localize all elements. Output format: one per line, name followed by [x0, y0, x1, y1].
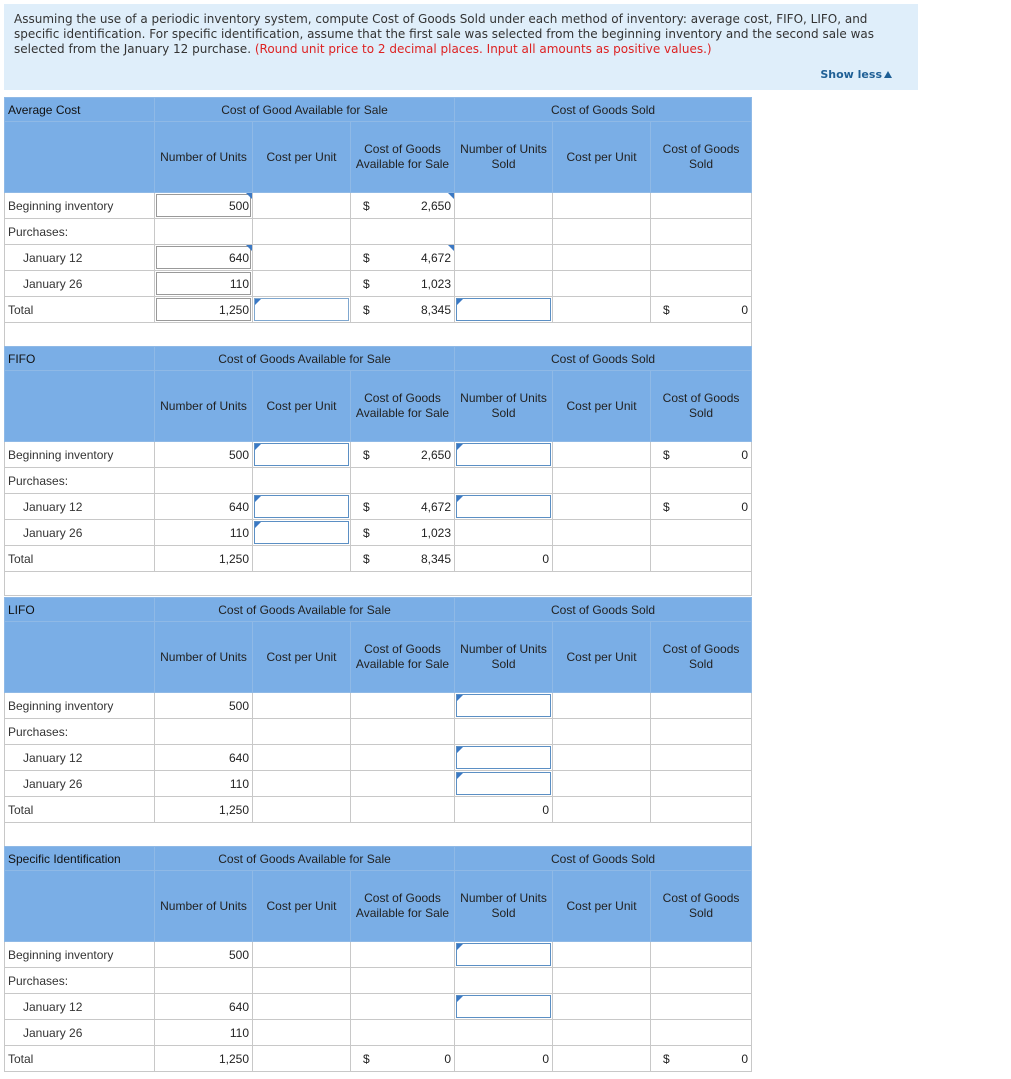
table-row — [5, 494, 752, 520]
empty-cell — [651, 719, 752, 745]
row-label: Beginning inventory — [5, 193, 155, 219]
empty-cell — [553, 297, 651, 323]
table-row — [5, 468, 752, 494]
row-label: January 12 — [5, 245, 155, 271]
empty-cell — [651, 468, 752, 494]
units-cell: 1,250 — [155, 546, 253, 572]
units-value: 110 — [229, 276, 249, 291]
row-label: January 26 — [5, 520, 155, 546]
empty-cell — [253, 719, 351, 745]
empty-cell — [455, 193, 553, 219]
header-blank — [5, 122, 155, 193]
empty-cell — [553, 193, 651, 219]
units-sold-input[interactable] — [455, 771, 553, 797]
col-num-units: Number of Units — [155, 622, 253, 693]
col-cost-per-unit-sold: Cost per Unit — [553, 871, 651, 942]
row-label: Total — [5, 297, 155, 323]
empty-cell — [553, 1046, 651, 1072]
cogas-cell — [351, 245, 455, 271]
col-cogs: Cost of Goods Sold — [651, 122, 752, 193]
dollar-sign: $ — [363, 1052, 370, 1066]
col-num-units: Number of Units — [155, 122, 253, 193]
empty-cell — [455, 468, 553, 494]
empty-cell — [651, 693, 752, 719]
cogas-value: 1,023 — [420, 276, 452, 291]
empty-cell — [553, 693, 651, 719]
cogs-value: 0 — [741, 1051, 749, 1066]
cogs-value: 0 — [741, 499, 749, 514]
empty-cell — [155, 719, 253, 745]
units-cell — [155, 271, 253, 297]
table-row — [5, 771, 752, 797]
row-label: Beginning inventory — [5, 442, 155, 468]
fifo-section — [4, 346, 751, 596]
empty-cell — [553, 271, 651, 297]
cogas-value: 0 — [444, 1051, 452, 1066]
empty-cell — [253, 546, 351, 572]
col-units-sold: Number of Units Sold — [455, 871, 553, 942]
available-group-header: Cost of Good Available for Sale — [155, 98, 455, 122]
units-sold-input[interactable] — [455, 994, 553, 1020]
instructions-panel — [4, 4, 918, 90]
empty-cell — [553, 771, 651, 797]
cogas-value: 8,345 — [420, 551, 452, 566]
empty-cell — [651, 193, 752, 219]
row-label: Total — [5, 797, 155, 823]
dollar-sign: $ — [663, 500, 670, 514]
units-value: 640 — [228, 250, 249, 265]
col-units-sold: Number of Units Sold — [455, 622, 553, 693]
cogas-value: 8,345 — [420, 302, 452, 317]
empty-cell — [253, 994, 351, 1020]
empty-cell — [351, 468, 455, 494]
col-cogs: Cost of Goods Sold — [651, 371, 752, 442]
empty-cell — [651, 994, 752, 1020]
empty-cell — [351, 797, 455, 823]
empty-cell — [253, 968, 351, 994]
dollar-sign: $ — [363, 199, 370, 213]
col-cost-per-unit: Cost per Unit — [253, 122, 351, 193]
units-cell: 500 — [155, 442, 253, 468]
empty-cell — [651, 942, 752, 968]
col-cogas: Cost of Goods Available for Sale — [351, 371, 455, 442]
show-less-link[interactable] — [820, 67, 892, 82]
empty-cell — [455, 245, 553, 271]
row-label: Purchases: — [5, 968, 155, 994]
empty-cell — [553, 942, 651, 968]
row-label: January 26 — [5, 271, 155, 297]
dollar-sign: $ — [663, 303, 670, 317]
units-cell: 1,250 — [155, 1046, 253, 1072]
empty-cell — [253, 1046, 351, 1072]
section-title: Specific Identification — [5, 847, 155, 871]
cogas-value: 4,672 — [420, 250, 452, 265]
empty-cell — [351, 745, 455, 771]
dollar-sign: $ — [363, 277, 370, 291]
units-cell — [155, 193, 253, 219]
header-blank — [5, 871, 155, 942]
row-label: January 12 — [5, 494, 155, 520]
header-blank — [5, 622, 155, 693]
empty-cell — [651, 771, 752, 797]
cogas-cell — [351, 442, 455, 468]
col-num-units: Number of Units — [155, 371, 253, 442]
empty-cell — [553, 219, 651, 245]
units-sold-input[interactable] — [455, 494, 553, 520]
table-row — [5, 193, 752, 219]
table-row — [5, 520, 752, 546]
row-label: January 12 — [5, 994, 155, 1020]
cogs-cell — [651, 494, 752, 520]
empty-cell — [351, 942, 455, 968]
table-row — [5, 271, 752, 297]
sold-group-header: Cost of Goods Sold — [455, 98, 752, 122]
units-cell — [155, 297, 253, 323]
triangle-up-icon — [884, 71, 892, 78]
table-row — [5, 994, 752, 1020]
cogas-value: 2,650 — [420, 198, 452, 213]
units-cell: 640 — [155, 745, 253, 771]
table-row — [5, 297, 752, 323]
col-cost-per-unit-sold: Cost per Unit — [553, 622, 651, 693]
row-label: January 26 — [5, 1020, 155, 1046]
empty-cell — [253, 219, 351, 245]
empty-cell — [455, 520, 553, 546]
units-cell: 110 — [155, 520, 253, 546]
cogs-value: 0 — [741, 447, 749, 462]
dollar-sign: $ — [663, 1052, 670, 1066]
empty-cell — [351, 1020, 455, 1046]
empty-cell — [553, 442, 651, 468]
section-title: LIFO — [5, 598, 155, 622]
empty-cell — [253, 271, 351, 297]
table-row — [5, 546, 752, 572]
empty-cell — [553, 546, 651, 572]
available-group-header: Cost of Goods Available for Sale — [155, 347, 455, 371]
units-cell: 500 — [155, 693, 253, 719]
empty-cell — [553, 968, 651, 994]
cogas-value: 2,650 — [420, 447, 452, 462]
empty-cell — [455, 1020, 553, 1046]
col-cost-per-unit: Cost per Unit — [253, 622, 351, 693]
col-cogas: Cost of Goods Available for Sale — [351, 871, 455, 942]
units-sold-input[interactable] — [455, 745, 553, 771]
sold-group-header: Cost of Goods Sold — [455, 347, 752, 371]
col-cogas: Cost of Goods Available for Sale — [351, 622, 455, 693]
lifo-section — [4, 597, 751, 847]
col-num-units: Number of Units — [155, 871, 253, 942]
cogas-cell — [351, 546, 455, 572]
empty-cell — [455, 719, 553, 745]
empty-cell — [253, 745, 351, 771]
units-value: 500 — [228, 198, 249, 213]
empty-cell — [553, 994, 651, 1020]
units-cell: 1,250 — [155, 797, 253, 823]
empty-cell — [553, 494, 651, 520]
empty-cell — [155, 468, 253, 494]
empty-cell — [553, 245, 651, 271]
row-label: Purchases: — [5, 468, 155, 494]
show-less-label: Show less — [820, 68, 882, 81]
cogs-cell — [651, 442, 752, 468]
table-row — [5, 797, 752, 823]
cogas-cell — [351, 193, 455, 219]
empty-cell — [253, 771, 351, 797]
cost-per-unit-input[interactable] — [253, 297, 351, 323]
empty-cell — [651, 520, 752, 546]
table-row — [5, 1020, 752, 1046]
empty-cell — [351, 968, 455, 994]
instructions-text: Assuming the use of a periodic inventory system, compute Cost of Goods Sold under each method of inventory: average cost, FIFO, LIFO, and specific identification. For specific identification, assume that the first sale was selected from the beginning inventory and the second sale was selected from the January 12 purchase. — [14, 12, 874, 56]
table-row — [5, 442, 752, 468]
table-row — [5, 719, 752, 745]
cogas-cell — [351, 520, 455, 546]
section-title: Average Cost — [5, 98, 155, 122]
units-sold-total: 0 — [455, 1046, 553, 1072]
row-label: Total — [5, 546, 155, 572]
units-sold-total: 0 — [455, 797, 553, 823]
empty-cell — [253, 797, 351, 823]
row-label: Purchases: — [5, 219, 155, 245]
col-cost-per-unit-sold: Cost per Unit — [553, 371, 651, 442]
units-cell: 640 — [155, 494, 253, 520]
cogas-value: 4,672 — [420, 499, 452, 514]
empty-cell — [455, 219, 553, 245]
sold-group-header: Cost of Goods Sold — [455, 598, 752, 622]
row-label: January 12 — [5, 745, 155, 771]
cost-per-unit-input[interactable] — [253, 442, 351, 468]
col-cost-per-unit-sold: Cost per Unit — [553, 122, 651, 193]
table-row — [5, 745, 752, 771]
units-cell: 640 — [155, 994, 253, 1020]
units-sold-input[interactable] — [455, 442, 553, 468]
cogas-cell — [351, 1046, 455, 1072]
table-row — [5, 693, 752, 719]
table-row — [5, 245, 752, 271]
average-cost-section — [4, 97, 751, 347]
dollar-sign: $ — [663, 448, 670, 462]
col-cost-per-unit: Cost per Unit — [253, 871, 351, 942]
sold-group-header: Cost of Goods Sold — [455, 847, 752, 871]
empty-cell — [253, 193, 351, 219]
dollar-sign: $ — [363, 448, 370, 462]
section-title: FIFO — [5, 347, 155, 371]
col-cogs: Cost of Goods Sold — [651, 622, 752, 693]
cogas-cell — [351, 494, 455, 520]
units-sold-input[interactable] — [455, 693, 553, 719]
empty-cell — [651, 1020, 752, 1046]
empty-cell — [553, 797, 651, 823]
col-cogas: Cost of Goods Available for Sale — [351, 122, 455, 193]
dollar-sign: $ — [363, 526, 370, 540]
empty-cell — [253, 693, 351, 719]
empty-cell — [553, 1020, 651, 1046]
cogas-cell — [351, 271, 455, 297]
instructions-note: (Round unit price to 2 decimal places. Input all amounts as positive values.) — [254, 42, 712, 56]
units-cell: 110 — [155, 771, 253, 797]
empty-cell — [651, 271, 752, 297]
empty-cell — [651, 219, 752, 245]
cogs-cell — [651, 1046, 752, 1072]
section-gap — [5, 323, 752, 347]
available-group-header: Cost of Goods Available for Sale — [155, 598, 455, 622]
empty-cell — [351, 994, 455, 1020]
units-cell: 110 — [155, 1020, 253, 1046]
cogs-value: 0 — [741, 302, 749, 317]
units-sold-input[interactable] — [455, 297, 553, 323]
row-label: Beginning inventory — [5, 693, 155, 719]
row-label: Purchases: — [5, 719, 155, 745]
header-blank — [5, 371, 155, 442]
empty-cell — [455, 968, 553, 994]
cost-per-unit-input[interactable] — [253, 520, 351, 546]
empty-cell — [651, 968, 752, 994]
cogas-cell — [351, 297, 455, 323]
row-label: January 26 — [5, 771, 155, 797]
units-value: 1,250 — [218, 302, 249, 317]
cost-per-unit-input[interactable] — [253, 494, 351, 520]
section-gap — [5, 572, 752, 596]
available-group-header: Cost of Goods Available for Sale — [155, 847, 455, 871]
empty-cell — [651, 245, 752, 271]
table-row — [5, 968, 752, 994]
empty-cell — [351, 771, 455, 797]
col-cost-per-unit: Cost per Unit — [253, 371, 351, 442]
section-gap — [5, 823, 752, 847]
empty-cell — [651, 797, 752, 823]
empty-cell — [351, 719, 455, 745]
dollar-sign: $ — [363, 303, 370, 317]
empty-cell — [553, 520, 651, 546]
row-label: Total — [5, 1046, 155, 1072]
col-units-sold: Number of Units Sold — [455, 122, 553, 193]
empty-cell — [651, 745, 752, 771]
dollar-sign: $ — [363, 500, 370, 514]
table-row — [5, 219, 752, 245]
empty-cell — [155, 968, 253, 994]
cogas-value: 1,023 — [420, 525, 452, 540]
empty-cell — [155, 219, 253, 245]
row-label: Beginning inventory — [5, 942, 155, 968]
units-sold-total: 0 — [455, 546, 553, 572]
col-units-sold: Number of Units Sold — [455, 371, 553, 442]
col-cogs: Cost of Goods Sold — [651, 871, 752, 942]
empty-cell — [253, 1020, 351, 1046]
empty-cell — [351, 219, 455, 245]
table-row — [5, 1046, 752, 1072]
dollar-sign: $ — [363, 251, 370, 265]
table-row — [5, 942, 752, 968]
units-sold-input[interactable] — [455, 942, 553, 968]
units-cell: 500 — [155, 942, 253, 968]
units-cell — [155, 245, 253, 271]
empty-cell — [253, 468, 351, 494]
empty-cell — [351, 693, 455, 719]
empty-cell — [455, 271, 553, 297]
empty-cell — [651, 546, 752, 572]
empty-cell — [553, 468, 651, 494]
cogs-cell — [651, 297, 752, 323]
empty-cell — [253, 245, 351, 271]
empty-cell — [553, 719, 651, 745]
dollar-sign: $ — [363, 552, 370, 566]
empty-cell — [253, 942, 351, 968]
specific-identification-section — [4, 846, 751, 1072]
empty-cell — [553, 745, 651, 771]
